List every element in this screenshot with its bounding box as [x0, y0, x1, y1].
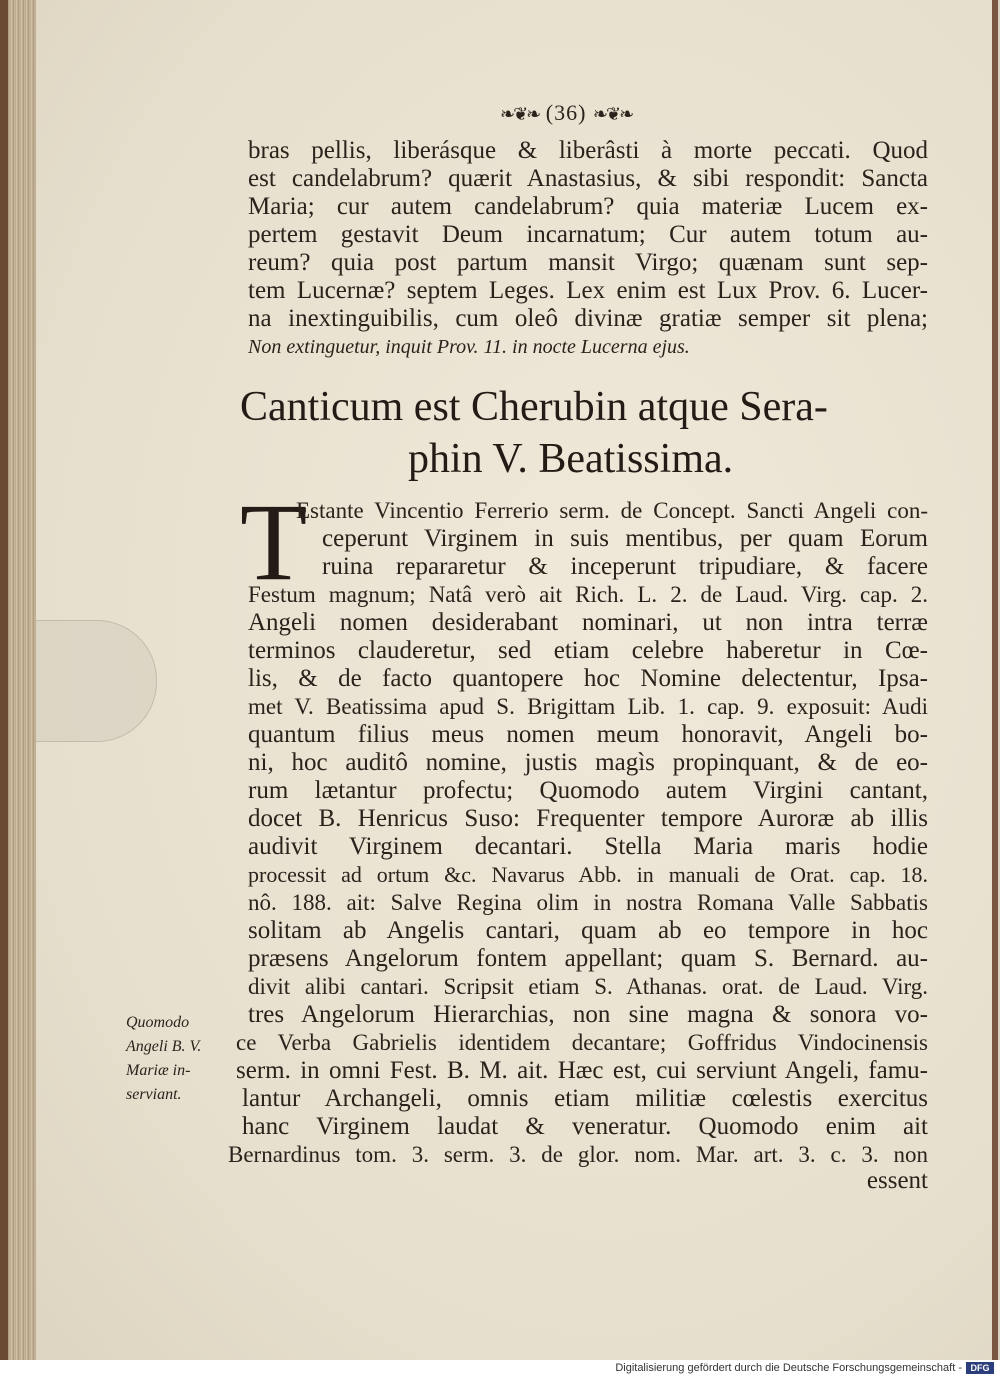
text-line: hanc Virginem laudat & veneratur. Quomodo enim ait — [242, 1113, 928, 1140]
text-line: terminos clauderetur, sed etiam celebre haberetur in Cœ- — [248, 637, 928, 664]
text-line: bras pellis, liberásque & liberâsti à morte peccati. Quod — [248, 137, 928, 164]
footer-credit: Digitalisierung gefördert durch die Deutsche Forschungsgemeinschaft - — [615, 1362, 962, 1374]
text-line: est candelabrum? quærit Anastasius, & sibi respondit: Sancta — [248, 165, 928, 192]
ornament-left-icon: ❧❦❧ — [500, 104, 540, 124]
text-line: rum lætantur profectu; Quomodo autem Virgini cantant, — [248, 777, 928, 804]
text-line: lis, & de facto quantopere hoc Nomine delectentur, Ipsa- — [248, 665, 928, 692]
page-clip-tab — [36, 620, 157, 742]
page-number: (36) — [545, 100, 587, 125]
book-cover-edge — [0, 0, 8, 1360]
text-line: tem Lucernæ? septem Leges. Lex enim est Lux Prov. 6. Lucer- — [248, 277, 928, 304]
text-line: ce Verba Gabrielis identidem decantare; Goffridus Vindocinensis — [236, 1030, 928, 1055]
text-line: Festum magnum; Natâ verò ait Rich. L. 2. de Laud. Virg. cap. 2. — [248, 582, 928, 607]
text-line: Bernardinus tom. 3. serm. 3. de glor. nom. Mar. art. 3. c. 3. non — [228, 1142, 928, 1167]
drop-cap: T — [240, 481, 308, 603]
text-line: quantum filius meus nomen meum honoravit, Angeli bo- — [248, 721, 928, 748]
digitization-footer — [0, 1360, 1000, 1376]
text-line: Estante Vincentio Ferrerio serm. de Concept. Sancti Angeli con- — [296, 498, 928, 523]
text-line: processit ad ortum &c. Navarus Abb. in manuali de Orat. cap. 18. — [248, 862, 928, 887]
text-line: tres Angelorum Hierarchias, non sine magna & sonora vo- — [248, 1001, 928, 1028]
text-line: ni, hoc auditô nomine, justis magìs propinquant, & de eo- — [248, 749, 928, 776]
dfg-logo-icon: DFG — [966, 1362, 994, 1374]
text-line: serm. in omni Fest. B. M. ait. Hæc est, cui serviunt Angeli, famu- — [236, 1057, 928, 1084]
text-line: na inextinguibilis, cum oleô divinæ gratiæ semper sit plena; — [248, 305, 928, 332]
text-line: pertem gestavit Deum incarnatum; Cur autem totum au- — [248, 221, 928, 248]
margin-note-line: serviant. — [126, 1086, 182, 1103]
margin-note-line: Quomodo — [126, 1014, 190, 1031]
text-line: præsens Angelorum fontem appellant; quam S. Bernard. au- — [248, 945, 928, 972]
text-line: docet B. Henricus Suso: Frequenter tempore Auroræ ab illis — [248, 805, 928, 832]
text-line: Maria; cur autem candelabrum? quia materiæ Lucem ex- — [248, 193, 928, 220]
text-line: lantur Archangeli, omnis etiam militiæ cœlestis exercitus — [242, 1085, 928, 1112]
page-header — [500, 100, 700, 126]
text-line: Angeli nomen desiderabant nominari, ut non intra terræ — [248, 609, 928, 636]
ornament-right-icon: ❧❦❧ — [592, 104, 633, 124]
text-line: Non extinguetur, inquit Prov. 11. in nocte Lucerna ejus. — [248, 336, 690, 358]
text-line: reum? quia post partum mansit Virgo; quænam sunt sep- — [248, 249, 928, 276]
text-line: solitam ab Angelis cantari, quam ab eo tempore in hoc — [248, 917, 928, 944]
text-line: ruina repararetur & inceperunt tripudiare, & facere — [322, 553, 928, 580]
text-line: nô. 188. ait: Salve Regina olim in nostra Romana Valle Sabbatis — [248, 890, 928, 915]
margin-note-line: Mariæ in- — [126, 1062, 191, 1079]
section-title-line-1: Canticum est Cherubin atque Sera- — [240, 384, 828, 430]
text-line: divit alibi cantari. Scripsit etiam S. Athanas. orat. de Laud. Virg. — [248, 974, 928, 999]
catchword: essent — [866, 1167, 928, 1194]
text-line: met V. Beatissima apud S. Brigittam Lib. 1. cap. 9. exposuit: Audi — [248, 694, 928, 719]
text-line: audivit Virginem decantari. Stella Maria maris hodie — [248, 833, 928, 860]
text-line: ceperunt Virginem in suis mentibus, per quam Eorum — [322, 525, 928, 552]
margin-note-line: Angeli B. V. — [126, 1038, 202, 1055]
section-title-line-2: phin V. Beatissima. — [408, 436, 734, 482]
